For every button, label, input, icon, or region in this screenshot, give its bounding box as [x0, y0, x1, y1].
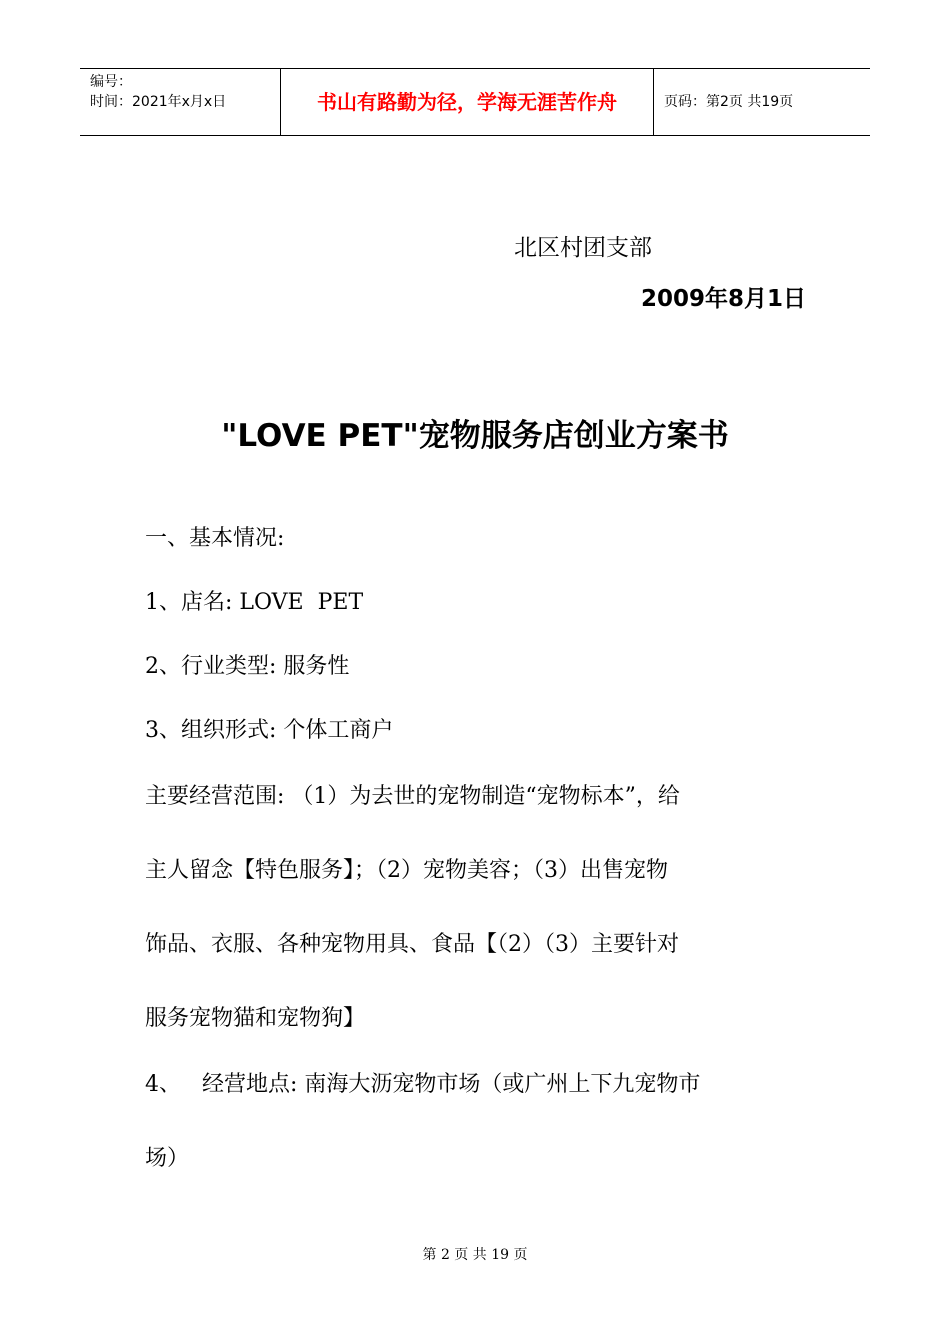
document-number-label: 编号：	[90, 74, 132, 90]
page-footer: 第 2 页 共 19 页	[422, 1247, 528, 1263]
body-line-scope-1: 主要经营范围: （1）为去世的宠物制造“宠物标本”，给	[145, 784, 680, 809]
body-line-scope-2: 主人留念【特色服务】；（2）宠物美容；（3）出售宠物	[145, 858, 668, 883]
body-line-scope-3: 饰品、衣服、各种宠物用具、食品【（2）（3）主要针对	[145, 932, 679, 957]
page-header	[80, 68, 870, 136]
header-meta-cell	[80, 69, 281, 135]
header-motto: 书山有路勤为径，学海无涯苦作舟	[281, 69, 654, 135]
body-line-industry: 2、行业类型: 服务性	[145, 654, 350, 679]
document-time-label: 时间：2021年x月x日	[90, 94, 227, 110]
body-line-organization: 3、组织形式: 个体工商户	[145, 718, 394, 743]
body-line-location-2: 场）	[145, 1146, 190, 1171]
signoff-date: 2009年8月1日	[640, 286, 806, 312]
body-line-scope-4: 服务宠物猫和宠物狗】	[145, 1006, 366, 1031]
signoff-organization: 北区村团支部	[514, 235, 652, 261]
body-line-location-1: 4、 经营地点: 南海大沥宠物市场（或广州上下九宠物市	[145, 1072, 701, 1097]
section-heading: 一、基本情况:	[145, 526, 285, 551]
document-title: "LOVE PET"宠物服务店创业方案书	[221, 418, 729, 454]
header-page-info: 页码：第2页 共19页	[664, 94, 794, 110]
body-line-shop-name: 1、店名: LOVE PET	[145, 590, 364, 615]
